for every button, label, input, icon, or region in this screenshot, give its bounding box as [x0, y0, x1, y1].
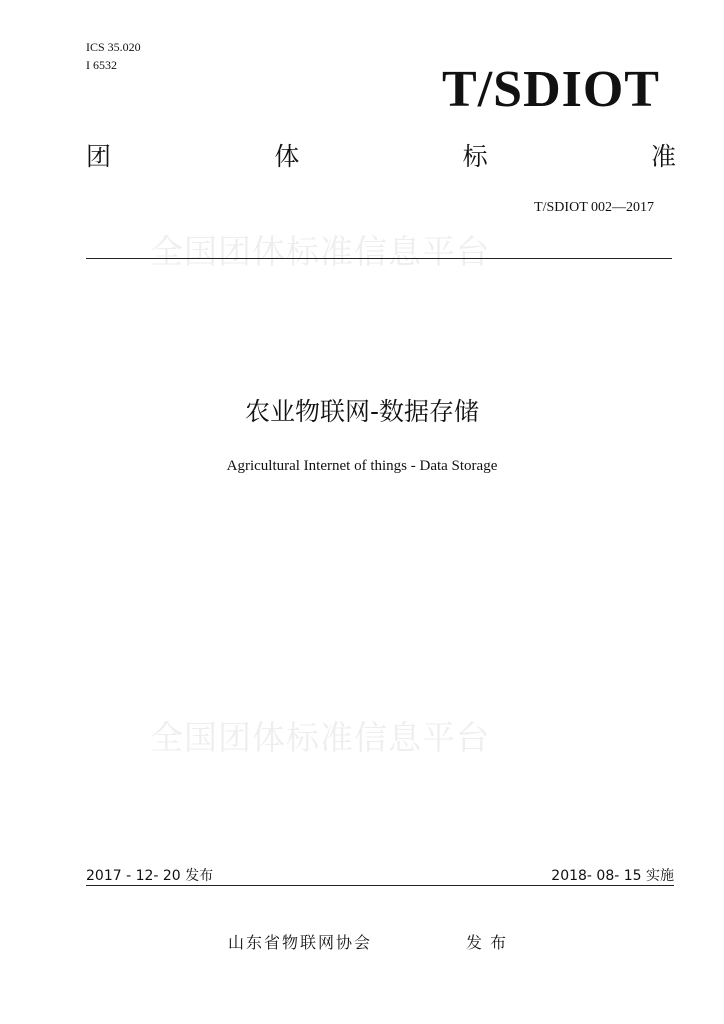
ics-code: ICS 35.020 [86, 40, 141, 54]
standard-type-char: 准 [650, 142, 676, 171]
standard-type-char: 团 [86, 142, 112, 171]
standard-type-char: 标 [462, 142, 488, 171]
classification-codes [86, 38, 141, 74]
document-title-chinese: 农业物联网-数据存储 [244, 397, 480, 426]
standard-type-char: 体 [274, 142, 300, 171]
issuing-organization: 山东省物联网协会 [228, 933, 373, 952]
watermark: 全国团体标准信息平台 [150, 718, 490, 757]
release-label: 发布 [466, 933, 515, 952]
effective-date: 2018- 08- 15 实施 [551, 868, 674, 884]
issue-date: 2017 - 12- 20 发布 [86, 868, 214, 884]
ccs-code: I 6532 [86, 58, 117, 72]
header-divider [86, 258, 672, 259]
standard-number: T/SDIOT 002—2017 [534, 200, 654, 215]
standard-brand: T/SDIOT [442, 61, 660, 118]
standard-type-heading [86, 140, 676, 174]
watermark: 全国团体标准信息平台 [150, 232, 490, 271]
document-title-english: Agricultural Internet of things - Data Storage [226, 458, 498, 474]
footer-divider [86, 885, 674, 886]
